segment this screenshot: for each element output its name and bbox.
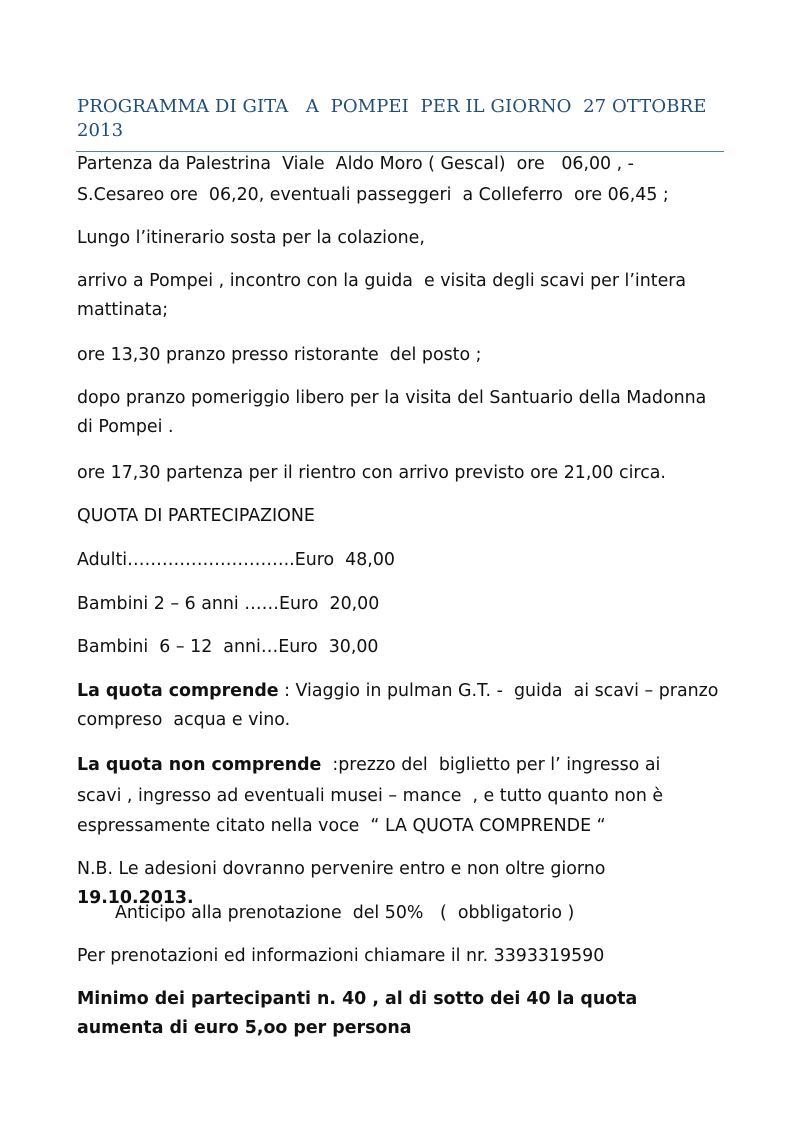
return-trip: ore 17,30 partenza per il rientro con arrivo previsto ore 21,00 circa.	[77, 463, 666, 483]
document-title: PROGRAMMA DI GITA A POMPEI PER IL GIORNO 27 OTTOBRE 2013	[77, 96, 713, 141]
quota-includes	[77, 677, 727, 735]
quota-heading: QUOTA DI PARTECIPAZIONE	[77, 506, 315, 526]
nb-deadline-text: N.B. Le adesioni dovranno pervenire entro e non oltre giorno	[77, 859, 611, 879]
price-children-6-12: Bambini 6 – 12 anni…Euro 30,00	[77, 637, 379, 657]
quota-excludes-line-1	[77, 751, 727, 780]
minimum-participants: Minimo dei partecipanti n. 40 , al di sotto dei 40 la quota aumenta di euro 5,oo per persona	[77, 989, 644, 1038]
breakfast-stop: Lungo l’itinerario sosta per la colazione,	[77, 228, 425, 248]
departure-line-1: Partenza da Palestrina Viale Aldo Moro ( Gescal) ore 06,00 , -	[77, 154, 634, 174]
quota-includes-label: La quota comprende	[77, 681, 279, 701]
quota-includes-text: : Viaggio in pulman G.T. - guida ai scavi – pranzo compreso acqua e vino.	[77, 681, 724, 730]
nb-deadline-date: 19.10.2013.	[77, 888, 194, 908]
afternoon-free: dopo pranzo pomeriggio libero per la visita del Santuario della Madonna di Pompei .	[77, 388, 712, 437]
lunch-time: ore 13,30 pranzo presso ristorante del posto ;	[77, 345, 482, 365]
quota-excludes-line-2: scavi , ingresso ad eventuali musei – mance , e tutto quanto non è	[77, 786, 664, 806]
quota-excludes-line-3: espressamente citato nella voce “ LA QUOTA COMPRENDE “	[77, 816, 606, 836]
price-children-2-6: Bambini 2 – 6 anni ……Euro 20,00	[77, 594, 380, 614]
deposit-note: Anticipo alla prenotazione del 50% ( obbligatorio )	[115, 903, 575, 923]
quota-excludes-text-1: :prezzo del biglietto per l’ ingresso ai	[321, 755, 661, 775]
departure-line-2: S.Cesareo ore 06,20, eventuali passeggeri a Colleferro ore 06,45 ;	[77, 185, 669, 205]
arrival-visit: arrivo a Pompei , incontro con la guida e visita degli scavi per l’intera mattinata;	[77, 271, 692, 320]
quota-excludes-label: La quota non comprende	[77, 755, 322, 775]
booking-contact: Per prenotazioni ed informazioni chiamare il nr. 3393319590	[77, 946, 605, 966]
price-adults: Adulti………………………..Euro 48,00	[77, 550, 395, 570]
